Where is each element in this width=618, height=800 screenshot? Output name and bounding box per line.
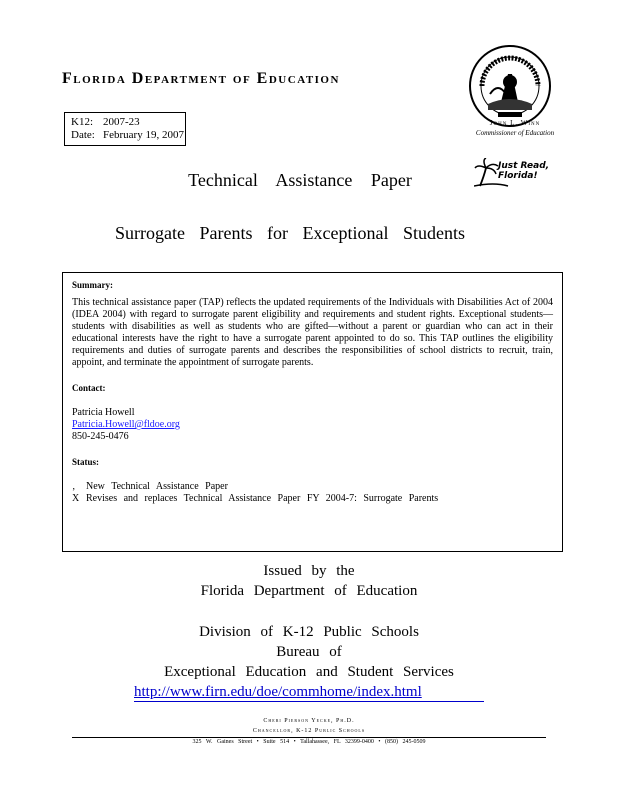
status-option-new [72,481,553,493]
status-option-revises [72,493,553,505]
logo-text: Just Read, Florida! [498,161,550,181]
k12-number: 2007-23 [103,116,140,128]
issued-line-3: Division of K-12 Public Schools [199,624,419,640]
commissioner-role: Commissioner of Education [475,129,555,137]
issued-by-block [0,561,618,682]
date-label: Date: [71,129,95,141]
summary-box [62,272,563,552]
summary-text: This technical assistance paper (TAP) reflects the updated requirements of the Individuals with Disabilities Act of 2004 (IDEA 2004) with regard to surrogate parent eligibility and requirements and student rights. Exceptional students—students with disabilities as well as students who are gifted—without a parent or guardian who can act in their educational interests have the right to have a surrogate parent appointed to do so. This TAP outlines the eligibility requirements and duties of surrogate parents and describes the responsibilities of school districts to recruit, train, appoint, and terminate the appointment of surrogate parents. [72,297,553,368]
issued-line-4: Bureau of [276,644,342,660]
contact-email-link[interactable]: Patricia.Howell@fldoe.org [72,419,180,430]
chancellor-name: Cheri Pierson Yecke, Ph.D. [263,718,355,724]
k12-label: K12: [71,116,93,128]
issue-date: February 19, 2007 [103,129,184,141]
status-mark-new: ‚ [72,481,76,492]
issued-line-1: Issued by the [263,563,355,579]
paper-subject-title: Surrogate Parents for Exceptional Students [115,223,465,243]
doe-website-link[interactable]: http://www.firn.edu/doe/commhome/index.html [134,684,422,700]
commissioner-block [460,118,570,138]
issued-line-2: Florida Department of Education [200,583,418,599]
k12-id-box [64,112,186,146]
issued-line-5: Exceptional Education and Student Services [164,664,454,680]
department-title: Florida Department of Education [62,70,340,87]
commissioner-name: John L. Winn [489,119,541,127]
url-line [134,684,484,702]
contact-name: Patricia Howell [72,407,135,418]
status-label-new: New Technical Assistance Paper [86,481,228,492]
footer-address: 325 W. Gaines Street • Suite 514 • Tallahassee, FL 32399-0400 • (850) 245-0509 [192,739,426,745]
status-heading: Status: [72,457,100,467]
contact-heading: Contact: [72,383,106,393]
contact-info [72,407,553,443]
contact-phone: 850-245-0476 [72,431,129,442]
state-seal-icon [468,44,552,128]
status-label-revises: Revises and replaces Technical Assistance Paper FY 2004-7: Surrogate Parents [86,493,439,504]
paper-type-title: Technical Assistance Paper [188,170,412,190]
footer-divider [72,737,546,738]
chancellor-title: Chancellor, K-12 Public Schools [252,728,366,734]
chancellor-block [0,716,618,736]
status-mark-revises: X [72,493,80,504]
summary-heading: Summary: [72,280,113,290]
